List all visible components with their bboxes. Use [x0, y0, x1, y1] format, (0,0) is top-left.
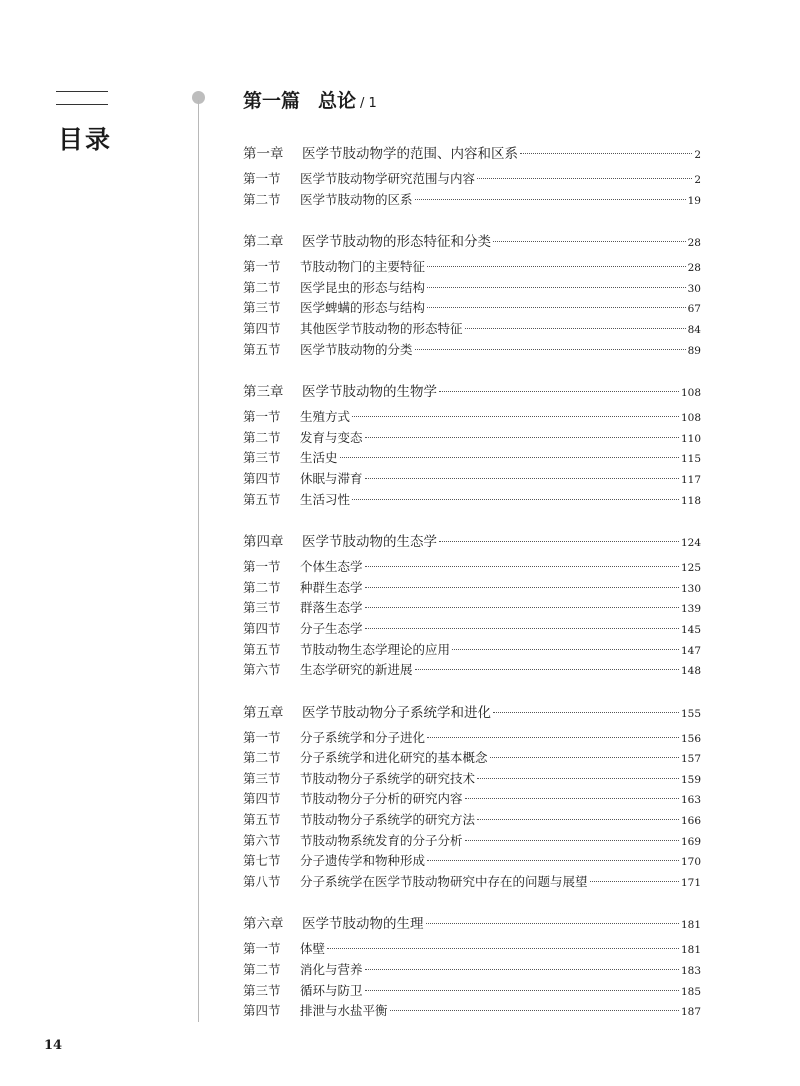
chapter-page: 2 — [694, 149, 701, 161]
section-entry[interactable] — [243, 769, 701, 790]
dot-leader — [390, 1010, 679, 1011]
dot-leader — [352, 499, 679, 500]
dot-leader — [427, 266, 686, 267]
section-number: 第一节 — [243, 259, 281, 275]
section-title: 节肢动物分子系统学的研究技术 — [300, 770, 476, 786]
section-page: 125 — [680, 562, 701, 575]
section-number: 第四节 — [243, 320, 281, 336]
chapter-page: 181 — [680, 919, 701, 932]
section-title: 排泄与水盐平衡 — [300, 1003, 388, 1019]
dot-leader — [327, 948, 679, 949]
dot-leader — [426, 923, 679, 924]
section-entry[interactable] — [243, 557, 701, 578]
section-number: 第二节 — [243, 579, 281, 595]
dot-leader — [477, 778, 679, 779]
section-number: 第一节 — [243, 409, 281, 425]
section-page: 171 — [680, 876, 701, 889]
chapter-number: 第一章 — [243, 146, 284, 162]
section-number: 第一节 — [243, 559, 281, 575]
section-number: 第一节 — [243, 171, 281, 186]
section-entry[interactable] — [243, 340, 701, 361]
section-entry[interactable] — [243, 660, 701, 681]
dot-leader — [365, 478, 679, 479]
section-title: 分子生态学 — [300, 620, 363, 636]
dot-leader — [477, 819, 679, 820]
section-page: 117 — [680, 473, 701, 486]
section-page: 89 — [687, 344, 701, 357]
section-title: 节肢动物分子分析的研究内容 — [300, 791, 463, 807]
section-entry[interactable] — [243, 278, 701, 299]
dot-leader — [427, 307, 686, 308]
chapter-entry[interactable] — [243, 530, 701, 550]
section-entry[interactable] — [243, 298, 701, 319]
section-number: 第四节 — [243, 791, 281, 807]
dot-leader — [493, 712, 679, 713]
section-title: 医学节肢动物的区系 — [300, 191, 413, 207]
chapter-page: 124 — [680, 537, 701, 550]
dot-leader — [415, 199, 686, 200]
chapter-page: 28 — [687, 237, 701, 250]
section-page: 30 — [687, 282, 701, 295]
section-entry[interactable] — [243, 748, 701, 769]
section-title: 医学节肢动物的分类 — [300, 341, 413, 357]
section-number: 第三节 — [243, 770, 281, 786]
section-entry[interactable] — [243, 939, 701, 960]
chapter-list — [243, 142, 701, 1022]
dot-leader — [352, 416, 679, 417]
section-number: 第四节 — [243, 1003, 281, 1019]
section-page: 84 — [687, 323, 701, 336]
section-entry[interactable] — [243, 960, 701, 981]
section-title: 群落生态学 — [300, 600, 363, 616]
dot-leader — [477, 178, 692, 179]
section-number: 第二节 — [243, 750, 281, 766]
section-page: 185 — [680, 985, 701, 998]
section-entry[interactable] — [243, 789, 701, 810]
section-title: 分子遗传学和物种形成 — [300, 853, 426, 869]
dot-leader — [365, 437, 679, 438]
section-entry[interactable] — [243, 640, 701, 661]
section-number: 第三节 — [243, 300, 281, 316]
section-page: 187 — [680, 1006, 701, 1019]
section-title: 其他医学节肢动物的形态特征 — [300, 320, 463, 336]
chapter-entry[interactable] — [243, 701, 701, 721]
chapter-entry[interactable] — [243, 380, 701, 400]
chapter-number: 第四章 — [243, 534, 284, 551]
section-title: 生态学研究的新进展 — [300, 662, 413, 678]
section-title: 分子系统学在医学节肢动物研究中存在的问题与展望 — [300, 873, 588, 889]
section-entry[interactable] — [243, 257, 701, 278]
chapter-entry[interactable] — [243, 142, 701, 162]
dot-leader — [365, 628, 679, 629]
section-number: 第五节 — [243, 491, 281, 507]
section-entry[interactable] — [243, 169, 701, 190]
section-title: 体壁 — [300, 941, 326, 957]
part-heading[interactable] — [243, 86, 701, 120]
toc-content — [243, 86, 701, 1022]
dot-leader — [365, 969, 679, 970]
section-page: 156 — [680, 732, 701, 745]
part-title: 总论 — [318, 90, 357, 112]
section-page: 145 — [680, 623, 701, 636]
section-title: 休眠与滞育 — [300, 470, 363, 486]
dot-leader — [465, 798, 679, 799]
section-title: 分子系统学和分子进化 — [300, 729, 426, 745]
section-page: 118 — [680, 494, 701, 507]
chapter-page: 155 — [680, 707, 701, 720]
section-page: 159 — [680, 773, 701, 786]
section-entry[interactable] — [243, 428, 701, 449]
chapter-title: 医学节肢动物的形态特征和分类 — [302, 234, 491, 251]
chapter-number: 第二章 — [243, 234, 284, 251]
section-number: 第七节 — [243, 853, 281, 869]
section-page: 19 — [687, 194, 701, 207]
section-page: 181 — [680, 944, 701, 957]
dot-leader — [452, 649, 679, 650]
section-entry[interactable] — [243, 851, 701, 872]
chapter-entry[interactable] — [243, 912, 701, 932]
part-page: / 1 — [360, 96, 377, 111]
section-title: 节肢动物分子系统学的研究方法 — [300, 812, 476, 828]
dot-leader — [365, 566, 679, 567]
section-page: 169 — [680, 835, 701, 848]
section-page: 166 — [680, 815, 701, 828]
section-number: 第三节 — [243, 982, 281, 998]
dot-leader — [427, 737, 679, 738]
section-entry[interactable] — [243, 598, 701, 619]
chapter-number: 第三章 — [243, 384, 284, 401]
section-entry[interactable] — [243, 1001, 701, 1022]
dot-leader — [365, 607, 679, 608]
section-number: 第二节 — [243, 191, 281, 207]
chapter-number: 第六章 — [243, 916, 284, 933]
section-page: 28 — [687, 262, 701, 275]
section-title: 节肢动物生态学理论的应用 — [300, 641, 451, 657]
section-page: 108 — [680, 412, 701, 425]
dot-leader — [415, 669, 679, 670]
section-number: 第五节 — [243, 641, 281, 657]
dot-leader — [465, 328, 686, 329]
section-number: 第四节 — [243, 620, 281, 636]
section-page: 130 — [680, 582, 701, 595]
section-number: 第二节 — [243, 429, 281, 445]
dot-leader — [493, 241, 686, 242]
section-number: 第二节 — [243, 279, 281, 295]
section-entry[interactable] — [243, 831, 701, 852]
section-entry[interactable] — [243, 490, 701, 511]
section-number: 第四节 — [243, 470, 281, 486]
sidebar-rule-bottom — [56, 104, 108, 105]
section-page: 2 — [694, 174, 701, 186]
chapter-number: 第五章 — [243, 704, 284, 721]
dot-leader — [490, 757, 679, 758]
section-entry[interactable] — [243, 448, 701, 469]
section-title: 分子系统学和进化研究的基本概念 — [300, 750, 488, 766]
section-entry[interactable] — [243, 981, 701, 1002]
chapter-title: 医学节肢动物的生物学 — [302, 384, 437, 401]
section-title: 生活史 — [300, 450, 338, 466]
section-title: 生殖方式 — [300, 409, 351, 425]
section-title: 消化与营养 — [300, 962, 363, 978]
section-title: 医学节肢动物学研究范围与内容 — [300, 171, 476, 186]
section-number: 第一节 — [243, 941, 281, 957]
section-entry[interactable] — [243, 319, 701, 340]
chapter-title: 医学节肢动物学的范围、内容和区系 — [302, 146, 518, 162]
timeline-divider — [198, 100, 199, 1022]
toc-heading: 目录 — [58, 125, 113, 154]
section-page: 139 — [680, 603, 701, 616]
dot-leader — [415, 349, 686, 350]
dot-leader — [427, 860, 679, 861]
chapter-title: 医学节肢动物的生理 — [302, 916, 424, 933]
section-title: 发育与变态 — [300, 429, 363, 445]
section-title: 医学昆虫的形态与结构 — [300, 279, 426, 295]
dot-leader — [590, 881, 679, 882]
section-page: 183 — [680, 965, 701, 978]
part-number: 第一篇 — [243, 90, 301, 112]
dot-leader — [439, 541, 679, 542]
section-entry[interactable] — [243, 872, 701, 893]
section-title: 节肢动物门的主要特征 — [300, 259, 426, 275]
dot-leader — [439, 391, 679, 392]
section-page: 115 — [680, 453, 701, 466]
section-number: 第八节 — [243, 873, 281, 889]
section-title: 生活习性 — [300, 491, 351, 507]
dot-leader — [365, 990, 679, 991]
chapter-title: 医学节肢动物分子系统学和进化 — [302, 704, 491, 721]
chapter-page: 108 — [680, 387, 701, 400]
section-number: 第三节 — [243, 450, 281, 466]
page-number: 14 — [44, 1038, 63, 1053]
section-title: 医学蜱螨的形态与结构 — [300, 300, 426, 316]
section-title: 循环与防卫 — [300, 982, 363, 998]
dot-leader — [365, 587, 679, 588]
section-entry[interactable] — [243, 190, 701, 211]
section-page: 147 — [680, 644, 701, 657]
section-number: 第五节 — [243, 341, 281, 357]
section-entry[interactable] — [243, 810, 701, 831]
dot-leader — [340, 457, 679, 458]
section-page: 163 — [680, 794, 701, 807]
section-page: 170 — [680, 856, 701, 869]
sidebar-rule-top — [56, 91, 108, 92]
section-number: 第一节 — [243, 729, 281, 745]
section-number: 第六节 — [243, 662, 281, 678]
section-title: 种群生态学 — [300, 579, 363, 595]
section-page: 148 — [680, 665, 701, 678]
chapter-title: 医学节肢动物的生态学 — [302, 534, 437, 551]
section-entry[interactable] — [243, 469, 701, 490]
section-title: 节肢动物系统发育的分子分析 — [300, 832, 463, 848]
dot-leader — [520, 153, 692, 154]
section-title: 个体生态学 — [300, 559, 363, 575]
section-number: 第六节 — [243, 832, 281, 848]
section-entry[interactable] — [243, 578, 701, 599]
section-page: 157 — [680, 753, 701, 766]
section-number: 第五节 — [243, 812, 281, 828]
chapter-entry[interactable] — [243, 230, 701, 250]
section-number: 第三节 — [243, 600, 281, 616]
section-number: 第二节 — [243, 962, 281, 978]
dot-leader — [465, 840, 679, 841]
dot-leader — [427, 287, 686, 288]
section-page: 67 — [687, 303, 701, 316]
section-entry[interactable] — [243, 407, 701, 428]
section-entry[interactable] — [243, 619, 701, 640]
section-entry[interactable] — [243, 728, 701, 749]
section-page: 110 — [680, 432, 701, 445]
